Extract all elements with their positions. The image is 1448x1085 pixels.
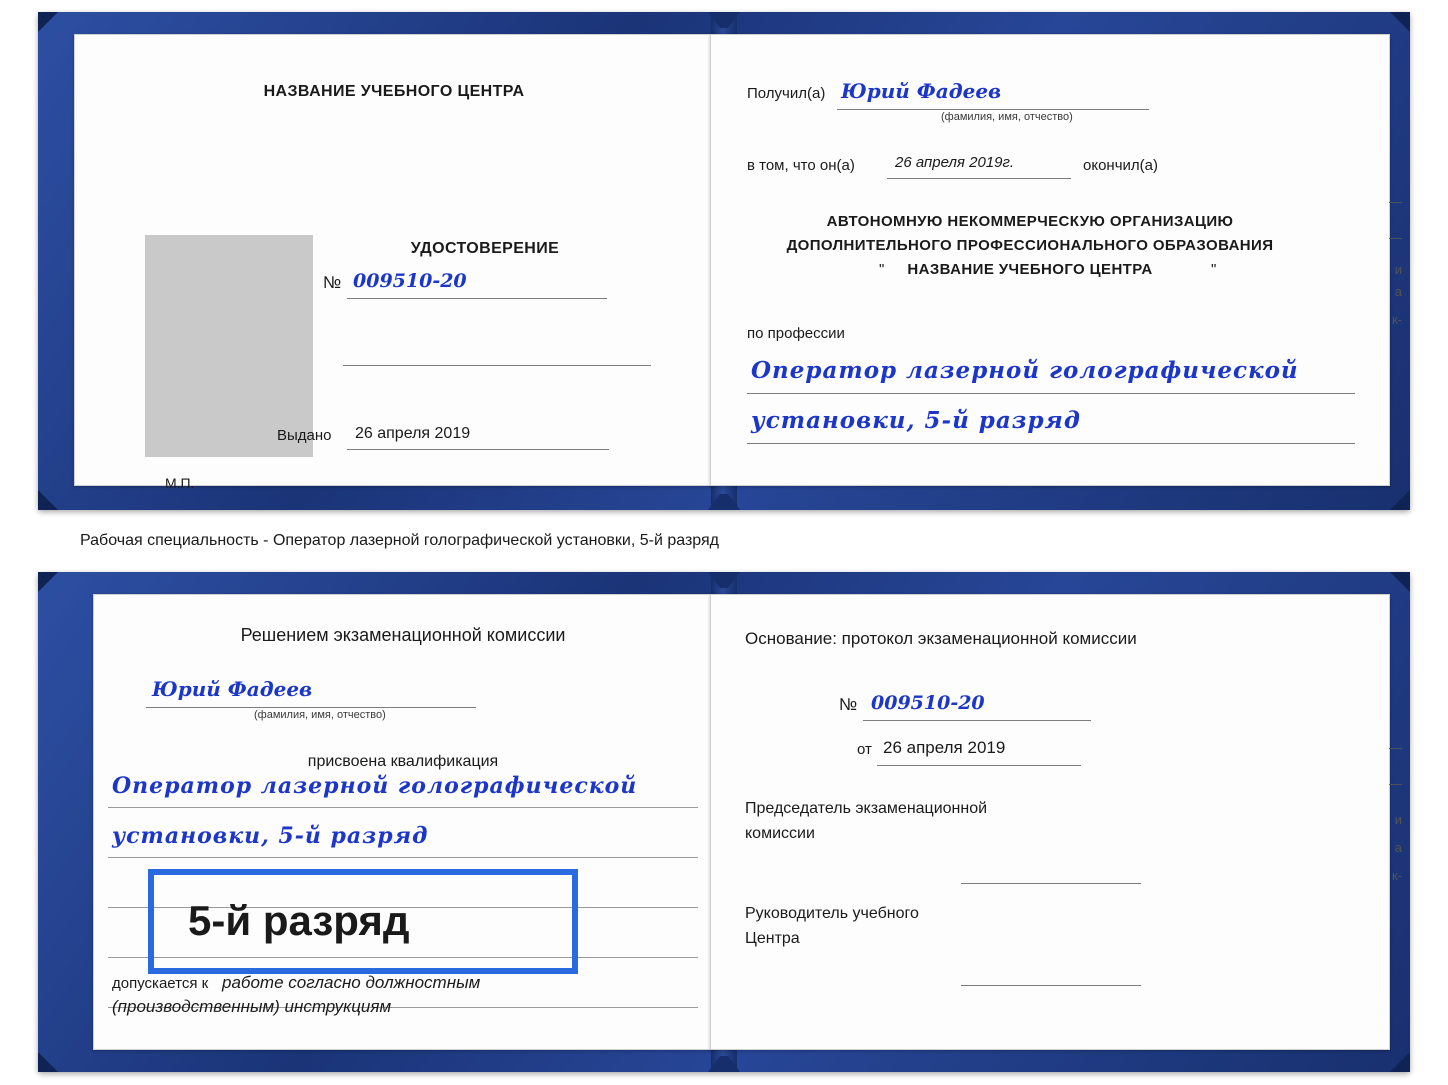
received-name-underline [837, 109, 1149, 110]
chairman-signature-underline [961, 883, 1141, 884]
certificate-number-value: 009510-20 [353, 270, 467, 292]
edge-fragment-b2: — [1389, 776, 1402, 791]
top-right-page [710, 34, 1390, 486]
number-symbol: № [323, 273, 342, 292]
edge-fragment-5: к- [1391, 312, 1402, 327]
finished-label: окончил(а) [1083, 157, 1158, 174]
cover-fold-top-left-icon [38, 12, 58, 32]
chairman-label-line-2: комиссии [745, 825, 815, 842]
fio-hint-2: (фамилия, имя, отчество) [254, 709, 386, 721]
edge-fragment-b5: к- [1391, 868, 1402, 883]
stamp-label: М.П. [165, 475, 195, 491]
rule-line-1 [108, 807, 698, 808]
finish-date-value: 26 апреля 2019г. [895, 154, 1015, 171]
edge-fragment-b1: — [1389, 740, 1402, 755]
decision-name-value: Юрий Фадеев [152, 677, 313, 701]
qualification-label: присвоена квалификация [307, 753, 499, 770]
org-quote-close: " [1211, 261, 1217, 278]
edge-fragment-b4: а [1394, 840, 1402, 855]
from-date-value: 26 апреля 2019 [883, 738, 1006, 757]
protocol-number-underline [863, 720, 1091, 721]
issued-label: Выдано [277, 427, 332, 444]
cover-fold-top-right-icon-2 [1390, 572, 1410, 592]
profession-value-line-1: Оператор лазерной голографической [751, 357, 1299, 384]
edge-fragment-1: — [1389, 194, 1402, 209]
received-label: Получил(а) [747, 85, 826, 102]
bottom-right-page [710, 594, 1390, 1050]
cover-fold-top-right-icon [1390, 12, 1410, 32]
from-date-underline [877, 765, 1081, 766]
qualification-value-line-1: Оператор лазерной голографической [112, 773, 638, 799]
fio-hint: (фамилия, имя, отчество) [941, 111, 1073, 123]
org-line-2: ДОПОЛНИТЕЛЬНОГО ПРОФЕССИОНАЛЬНОГО ОБРАЗОВАНИЯ [786, 237, 1274, 254]
number-underline [347, 298, 607, 299]
cover-fold-bottom-right-icon [1390, 490, 1410, 510]
protocol-number-value: 009510-20 [871, 692, 985, 714]
profession-label: по профессии [747, 325, 845, 342]
cover-fold-bottom-left-icon-2 [38, 1052, 58, 1072]
highlight-label: 5-й разряд [188, 897, 410, 944]
top-left-page [74, 34, 714, 491]
blank-underline [343, 365, 651, 366]
qualification-value-line-2: установки, 5-й разряд [112, 823, 429, 849]
protocol-number-symbol: № [839, 695, 858, 714]
org-quote-open: " [879, 261, 885, 278]
org-name: НАЗВАНИЕ УЧЕБНОГО ЦЕНТРА [907, 261, 1153, 278]
that-he-label: в том, что он(а) [747, 157, 855, 174]
edge-fragment-3: и [1394, 262, 1402, 277]
received-name-value: Юрий Фадеев [841, 79, 1002, 103]
allowed-value-line-1: работе согласно должностным [222, 973, 481, 992]
from-label: от [857, 741, 872, 758]
rule-line-2 [108, 857, 698, 858]
cover-fold-top-left-icon-2 [38, 572, 58, 592]
allowed-value-line-2: (производственным) инструкциям [112, 997, 392, 1016]
head-signature-underline [961, 985, 1141, 986]
page-caption: Рабочая специальность - Оператор лазерной голографической установки, 5-й разряд [80, 532, 719, 549]
chairman-label-line-1: Председатель экзаменационной [745, 800, 988, 817]
edge-fragment-2: — [1389, 230, 1402, 245]
finish-date-underline [887, 178, 1071, 179]
basis-label: Основание: протокол экзаменационной комиссии [745, 629, 1137, 648]
decision-heading: Решением экзаменационной комиссии [240, 625, 566, 645]
allowed-label: допускается к [112, 975, 209, 992]
decision-name-underline [146, 707, 476, 708]
certificate-booklet-top [38, 12, 1410, 510]
issued-date-value: 26 апреля 2019 [355, 425, 471, 442]
document-type-heading: УДОСТОВЕРЕНИЕ [410, 240, 560, 257]
issued-date-underline [347, 449, 609, 450]
cover-fold-bottom-left-icon [38, 490, 58, 510]
edge-fragment-b3: и [1394, 812, 1402, 827]
photo-placeholder [145, 235, 313, 457]
head-label-line-2: Центра [745, 930, 800, 947]
center-name-heading: НАЗВАНИЕ УЧЕБНОГО ЦЕНТРА [263, 83, 525, 100]
org-line-1: АВТОНОМНУЮ НЕКОММЕРЧЕСКУЮ ОРГАНИЗАЦИЮ [826, 213, 1234, 230]
bottom-left-page [93, 594, 713, 1050]
certificate-booklet-bottom [38, 572, 1410, 1072]
edge-fragment-4: а [1394, 284, 1402, 299]
cover-fold-bottom-right-icon-2 [1390, 1052, 1410, 1072]
head-label-line-1: Руководитель учебного [745, 905, 919, 922]
profession-underline-1 [747, 393, 1355, 394]
profession-value-line-2: установки, 5-й разряд [751, 407, 1081, 434]
profession-underline-2 [747, 443, 1355, 444]
